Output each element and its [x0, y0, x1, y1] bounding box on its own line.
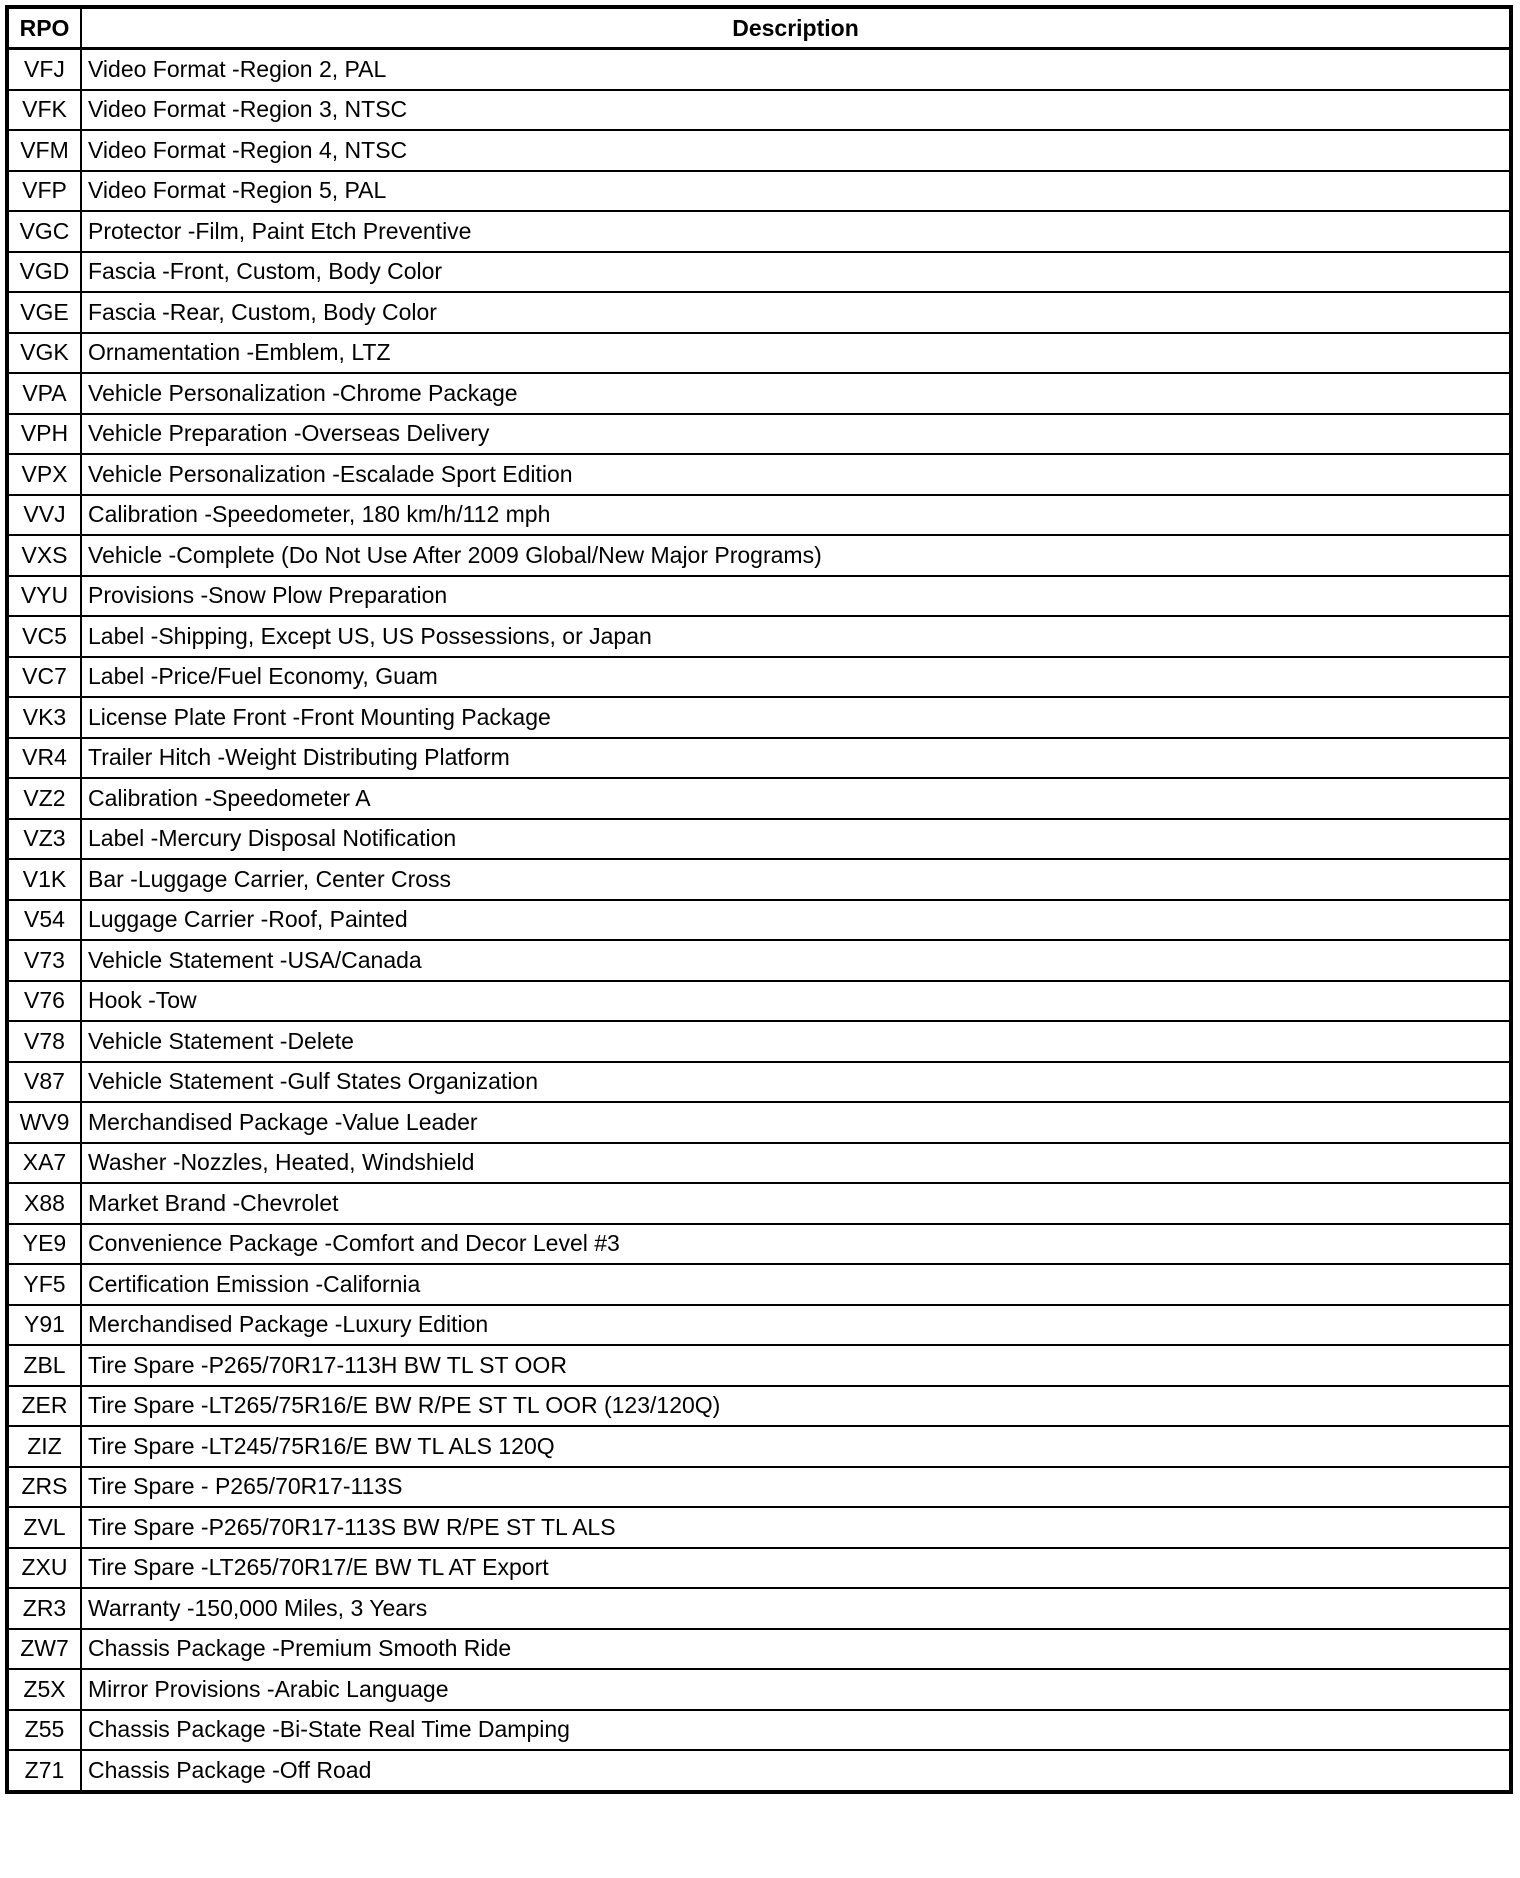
table-row: [7, 778, 1511, 819]
rpo-code-cell: ZBL: [7, 1345, 81, 1386]
table-row: [7, 940, 1511, 981]
table-row: [7, 171, 1511, 212]
description-cell: Chassis Package -Off Road: [81, 1750, 1511, 1792]
table-row: [7, 211, 1511, 252]
table-row: [7, 535, 1511, 576]
description-cell: Label -Shipping, Except US, US Possessions, or Japan: [81, 616, 1511, 657]
description-cell: Trailer Hitch -Weight Distributing Platform: [81, 738, 1511, 779]
description-cell: Market Brand -Chevrolet: [81, 1183, 1511, 1224]
description-cell: Hook -Tow: [81, 981, 1511, 1022]
rpo-code-cell: XA7: [7, 1143, 81, 1184]
rpo-code-cell: VZ2: [7, 778, 81, 819]
rpo-code-cell: Y91: [7, 1305, 81, 1346]
table-row: [7, 859, 1511, 900]
table-body: [7, 49, 1511, 1792]
description-column-header: Description: [81, 7, 1511, 49]
table-row: [7, 454, 1511, 495]
description-cell: Vehicle Statement -USA/Canada: [81, 940, 1511, 981]
rpo-code-cell: VGK: [7, 333, 81, 374]
rpo-code-cell: Z5X: [7, 1669, 81, 1710]
table-row: [7, 1143, 1511, 1184]
rpo-code-cell: ZVL: [7, 1507, 81, 1548]
table-row: [7, 1507, 1511, 1548]
rpo-code-cell: V73: [7, 940, 81, 981]
table-row: [7, 414, 1511, 455]
description-cell: Vehicle Personalization -Chrome Package: [81, 373, 1511, 414]
description-cell: Video Format -Region 3, NTSC: [81, 90, 1511, 131]
rpo-code-cell: VGC: [7, 211, 81, 252]
table-row: [7, 1062, 1511, 1103]
table-row: [7, 900, 1511, 941]
description-cell: Mirror Provisions -Arabic Language: [81, 1669, 1511, 1710]
table-row: [7, 90, 1511, 131]
table-row: [7, 1467, 1511, 1508]
description-cell: Vehicle -Complete (Do Not Use After 2009 Global/New Major Programs): [81, 535, 1511, 576]
rpo-code-cell: VC5: [7, 616, 81, 657]
description-cell: Calibration -Speedometer A: [81, 778, 1511, 819]
table-header: [7, 7, 1511, 49]
rpo-code-cell: V1K: [7, 859, 81, 900]
description-cell: Ornamentation -Emblem, LTZ: [81, 333, 1511, 374]
table-row: [7, 657, 1511, 698]
description-cell: Calibration -Speedometer, 180 km/h/112 mph: [81, 495, 1511, 536]
table-row: [7, 373, 1511, 414]
rpo-code-cell: VPA: [7, 373, 81, 414]
table-row: [7, 292, 1511, 333]
table-row: [7, 1629, 1511, 1670]
rpo-code-cell: VFK: [7, 90, 81, 131]
rpo-code-cell: VFP: [7, 171, 81, 212]
rpo-code-cell: ZW7: [7, 1629, 81, 1670]
description-cell: Tire Spare -LT245/75R16/E BW TL ALS 120Q: [81, 1426, 1511, 1467]
description-cell: Fascia -Front, Custom, Body Color: [81, 252, 1511, 293]
table-row: [7, 1021, 1511, 1062]
rpo-code-cell: YE9: [7, 1224, 81, 1265]
description-cell: Tire Spare - P265/70R17-113S: [81, 1467, 1511, 1508]
rpo-code-cell: VZ3: [7, 819, 81, 860]
table-row: [7, 1345, 1511, 1386]
table-row: [7, 819, 1511, 860]
table-row: [7, 1426, 1511, 1467]
description-cell: Merchandised Package -Luxury Edition: [81, 1305, 1511, 1346]
description-cell: Certification Emission -California: [81, 1264, 1511, 1305]
description-cell: Protector -Film, Paint Etch Preventive: [81, 211, 1511, 252]
table-row: [7, 1386, 1511, 1427]
table-row: [7, 1224, 1511, 1265]
rpo-code-cell: ZER: [7, 1386, 81, 1427]
rpo-table: [5, 5, 1513, 1794]
rpo-code-cell: X88: [7, 1183, 81, 1224]
description-cell: Label -Price/Fuel Economy, Guam: [81, 657, 1511, 698]
rpo-code-cell: VGE: [7, 292, 81, 333]
table-row: [7, 333, 1511, 374]
description-cell: Chassis Package -Premium Smooth Ride: [81, 1629, 1511, 1670]
description-cell: Tire Spare -P265/70R17-113H BW TL ST OOR: [81, 1345, 1511, 1386]
table-row: [7, 616, 1511, 657]
description-cell: Merchandised Package -Value Leader: [81, 1102, 1511, 1143]
description-cell: Video Format -Region 4, NTSC: [81, 130, 1511, 171]
table-row: [7, 1183, 1511, 1224]
rpo-code-cell: VFJ: [7, 49, 81, 90]
table-row: [7, 1710, 1511, 1751]
description-cell: Chassis Package -Bi-State Real Time Damping: [81, 1710, 1511, 1751]
rpo-code-cell: V78: [7, 1021, 81, 1062]
rpo-code-cell: YF5: [7, 1264, 81, 1305]
table-row: [7, 1588, 1511, 1629]
header-row: [7, 7, 1511, 49]
rpo-code-cell: V54: [7, 900, 81, 941]
table-row: [7, 981, 1511, 1022]
rpo-code-cell: VVJ: [7, 495, 81, 536]
description-cell: Vehicle Statement -Gulf States Organization: [81, 1062, 1511, 1103]
description-cell: License Plate Front -Front Mounting Package: [81, 697, 1511, 738]
rpo-code-cell: Z55: [7, 1710, 81, 1751]
description-cell: Label -Mercury Disposal Notification: [81, 819, 1511, 860]
description-cell: Warranty -150,000 Miles, 3 Years: [81, 1588, 1511, 1629]
description-cell: Provisions -Snow Plow Preparation: [81, 576, 1511, 617]
rpo-code-cell: VFM: [7, 130, 81, 171]
rpo-code-cell: V76: [7, 981, 81, 1022]
table-row: [7, 49, 1511, 90]
table-row: [7, 1305, 1511, 1346]
description-cell: Tire Spare -P265/70R17-113S BW R/PE ST TL ALS: [81, 1507, 1511, 1548]
table-row: [7, 1102, 1511, 1143]
description-cell: Video Format -Region 5, PAL: [81, 171, 1511, 212]
description-cell: Washer -Nozzles, Heated, Windshield: [81, 1143, 1511, 1184]
rpo-code-cell: V87: [7, 1062, 81, 1103]
table-row: [7, 1264, 1511, 1305]
description-cell: Fascia -Rear, Custom, Body Color: [81, 292, 1511, 333]
rpo-code-cell: VPH: [7, 414, 81, 455]
description-cell: Luggage Carrier -Roof, Painted: [81, 900, 1511, 941]
description-cell: Video Format -Region 2, PAL: [81, 49, 1511, 90]
table-row: [7, 1750, 1511, 1792]
table-row: [7, 252, 1511, 293]
rpo-code-cell: VPX: [7, 454, 81, 495]
description-cell: Tire Spare -LT265/70R17/E BW TL AT Export: [81, 1548, 1511, 1589]
rpo-code-cell: WV9: [7, 1102, 81, 1143]
rpo-column-header: RPO: [7, 7, 81, 49]
description-cell: Vehicle Preparation -Overseas Delivery: [81, 414, 1511, 455]
rpo-code-cell: ZIZ: [7, 1426, 81, 1467]
description-cell: Bar -Luggage Carrier, Center Cross: [81, 859, 1511, 900]
table-row: [7, 738, 1511, 779]
table-row: [7, 495, 1511, 536]
description-cell: Vehicle Personalization -Escalade Sport Edition: [81, 454, 1511, 495]
rpo-code-cell: ZRS: [7, 1467, 81, 1508]
table-row: [7, 1548, 1511, 1589]
table-row: [7, 697, 1511, 738]
table-row: [7, 576, 1511, 617]
rpo-code-cell: VYU: [7, 576, 81, 617]
rpo-code-cell: VR4: [7, 738, 81, 779]
rpo-code-cell: VC7: [7, 657, 81, 698]
description-cell: Convenience Package -Comfort and Decor Level #3: [81, 1224, 1511, 1265]
description-cell: Vehicle Statement -Delete: [81, 1021, 1511, 1062]
rpo-code-cell: VGD: [7, 252, 81, 293]
rpo-code-cell: VK3: [7, 697, 81, 738]
rpo-code-cell: Z71: [7, 1750, 81, 1792]
description-cell: Tire Spare -LT265/75R16/E BW R/PE ST TL OOR (123/120Q): [81, 1386, 1511, 1427]
table-row: [7, 130, 1511, 171]
rpo-code-cell: VXS: [7, 535, 81, 576]
table-row: [7, 1669, 1511, 1710]
rpo-code-cell: ZXU: [7, 1548, 81, 1589]
rpo-code-cell: ZR3: [7, 1588, 81, 1629]
